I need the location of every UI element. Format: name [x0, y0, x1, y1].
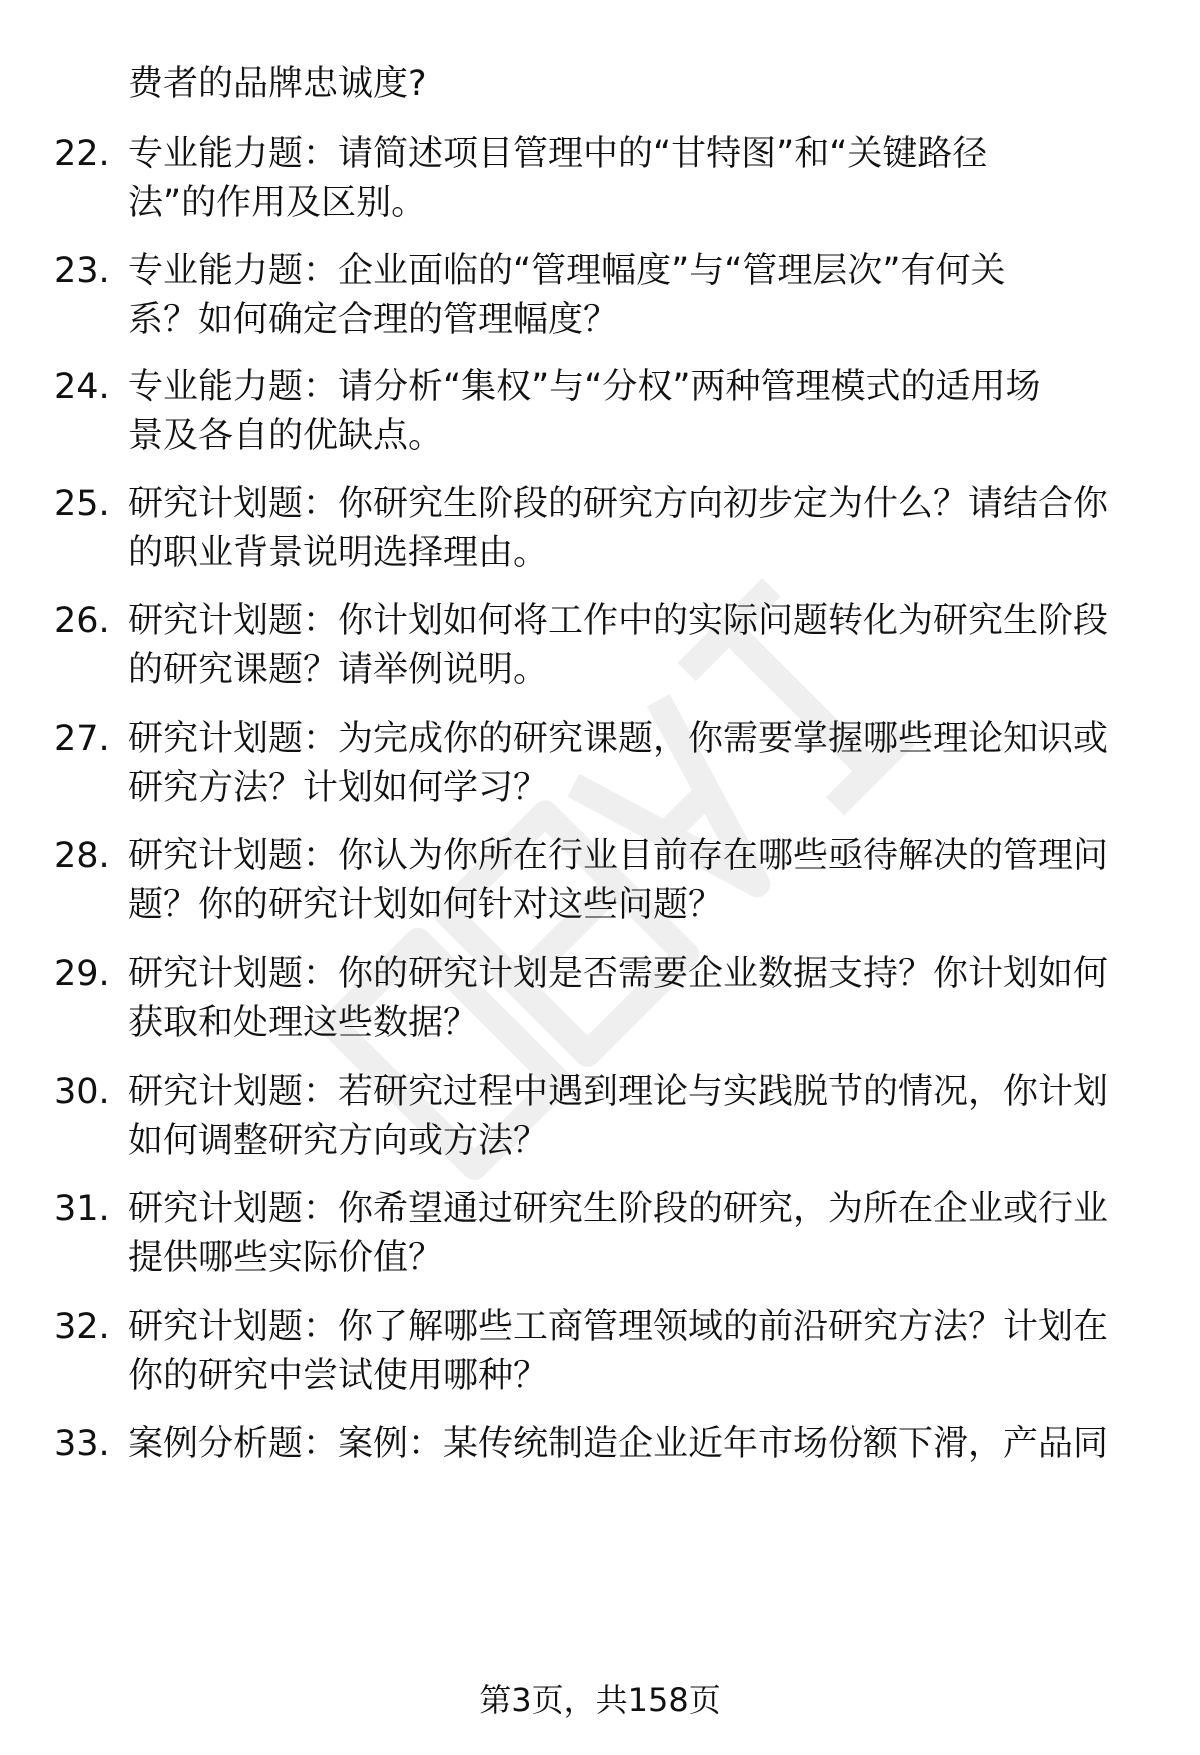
question-text: 研究计划题：你计划如何将工作中的实际问题转化为研究生阶段 的研究课题？请举例说明。 — [128, 601, 1109, 690]
question-text: 案例分析题：案例：某传统制造企业近年市场份额下滑，产品同 — [128, 1424, 1109, 1464]
question-text: 研究计划题：你研究生阶段的研究方向初步定为什么？请结合你 的职业背景说明选择理由。 — [128, 484, 1109, 573]
question-text: 研究计划题：若研究过程中遇到理论与实践脱节的情况，你计划 如何调整研究方向或方法？ — [128, 1072, 1109, 1161]
question-number: 26. — [54, 601, 110, 641]
question-text: 研究计划题：为完成你的研究课题，你需要掌握哪些理论知识或 研究方法？计划如何学习？ — [128, 719, 1109, 808]
question-text: 研究计划题：你认为你所在行业目前存在哪些亟待解决的管理问 题？你的研究计划如何针对这些问题？ — [128, 836, 1109, 925]
question-number: 28. — [54, 836, 110, 876]
continuation-line: 费者的品牌忠诚度? — [128, 64, 427, 104]
question-number: 31. — [54, 1189, 110, 1229]
page-footer: 第3页，共158页 — [479, 1681, 721, 1719]
question-number: 33. — [54, 1424, 110, 1464]
question-text: 专业能力题：企业面临的“管理幅度”与“管理层次”有何关 系？如何确定合理的管理幅度？ — [128, 251, 1006, 340]
question-number: 29. — [54, 954, 110, 994]
question-number: 24. — [54, 367, 110, 407]
question-number: 23. — [54, 251, 110, 291]
question-text: 专业能力题：请分析“集权”与“分权”两种管理模式的适用场 景及各自的优缺点。 — [128, 367, 1041, 456]
question-text: 专业能力题：请简述项目管理中的“甘特图”和“关键路径 法”的作用及区别。 — [128, 134, 988, 223]
question-number: 30. — [54, 1072, 110, 1112]
question-text: 研究计划题：你的研究计划是否需要企业数据支持？你计划如何 获取和处理这些数据？ — [128, 954, 1109, 1043]
question-number: 22. — [54, 134, 110, 174]
question-number: 27. — [54, 719, 110, 759]
question-text: 研究计划题：你希望通过研究生阶段的研究，为所在企业或行业 提供哪些实际价值？ — [128, 1189, 1109, 1278]
question-number: 32. — [54, 1307, 110, 1347]
question-number: 25. — [54, 484, 110, 524]
question-text: 研究计划题：你了解哪些工商管理领域的前沿研究方法？计划在 你的研究中尝试使用哪种？ — [128, 1307, 1109, 1396]
